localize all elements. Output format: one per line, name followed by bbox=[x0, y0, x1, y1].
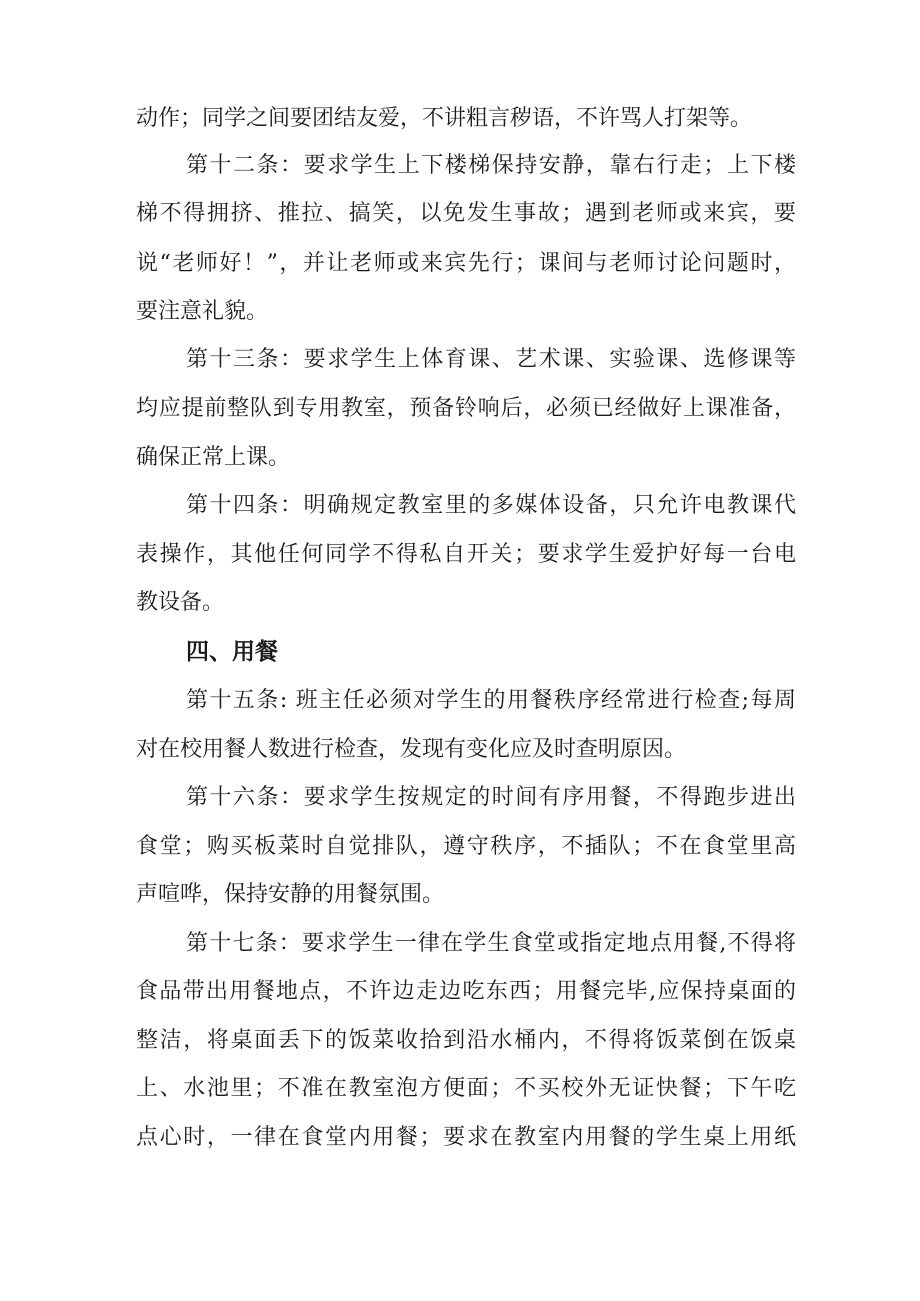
article-14-line: 第十四条：明确规定教室里的多媒体设备，只允许电教课代 bbox=[186, 493, 796, 518]
paragraph-line: 均应提前整队到专用教室，预备铃响后，必须已经做好上课准备， bbox=[136, 396, 796, 421]
paragraph-line: 说“老师好！”，并让老师或来宾先行；课间与老师讨论问题时， bbox=[136, 251, 796, 276]
article-15-line: 第十五条: 班主任必须对学生的用餐秩序经常进行检查;每周 bbox=[186, 688, 796, 713]
paragraph-line: 确保正常上课。 bbox=[136, 445, 291, 470]
section-heading: 四、用餐 bbox=[186, 639, 278, 665]
article-16-line: 第十六条：要求学生按规定的时间有序用餐，不得跑步进出 bbox=[186, 785, 796, 810]
article-13-line: 第十三条：要求学生上体育课、艺术课、实验课、选修课等 bbox=[186, 347, 796, 372]
paragraph-line: 食堂；购买板菜时自觉排队，遵守秩序，不插队；不在食堂里高 bbox=[136, 834, 796, 859]
paragraph-line: 要注意礼貌。 bbox=[136, 299, 269, 324]
paragraph-line: 动作；同学之间要团结友爱，不讲粗言秽语，不许骂人打架等。 bbox=[136, 106, 753, 131]
paragraph-line: 教设备。 bbox=[136, 590, 225, 615]
paragraph-line: 声喧哗，保持安静的用餐氛围。 bbox=[136, 882, 445, 907]
paragraph-line: 梯不得拥挤、推拉、搞笑，以免发生事故；遇到老师或来宾，要 bbox=[136, 201, 796, 226]
paragraph-line: 上、水池里；不准在教室泡方便面；不买校外无证快餐；下午吃 bbox=[136, 1076, 796, 1101]
paragraph-line: 整洁，将桌面丢下的饭菜收拾到沿水桶内，不得将饭菜倒在饭桌 bbox=[136, 1028, 796, 1053]
paragraph-line: 对在校用餐人数进行检查，发现有变化应及时查明原因。 bbox=[136, 737, 687, 762]
article-12-line: 第十二条：要求学生上下楼梯保持安静，靠右行走；上下楼 bbox=[186, 153, 796, 178]
paragraph-line: 点心时，一律在食堂内用餐；要求在教室内用餐的学生桌上用纸 bbox=[136, 1125, 796, 1150]
article-17-line: 第十七条：要求学生一律在学生食堂或指定地点用餐,不得将 bbox=[186, 931, 796, 956]
paragraph-line: 食品带出用餐地点，不许边走边吃东西；用餐完毕,应保持桌面的 bbox=[136, 979, 796, 1004]
paragraph-line: 表操作，其他任何同学不得私自开关；要求学生爱护好每一台电 bbox=[136, 542, 796, 567]
